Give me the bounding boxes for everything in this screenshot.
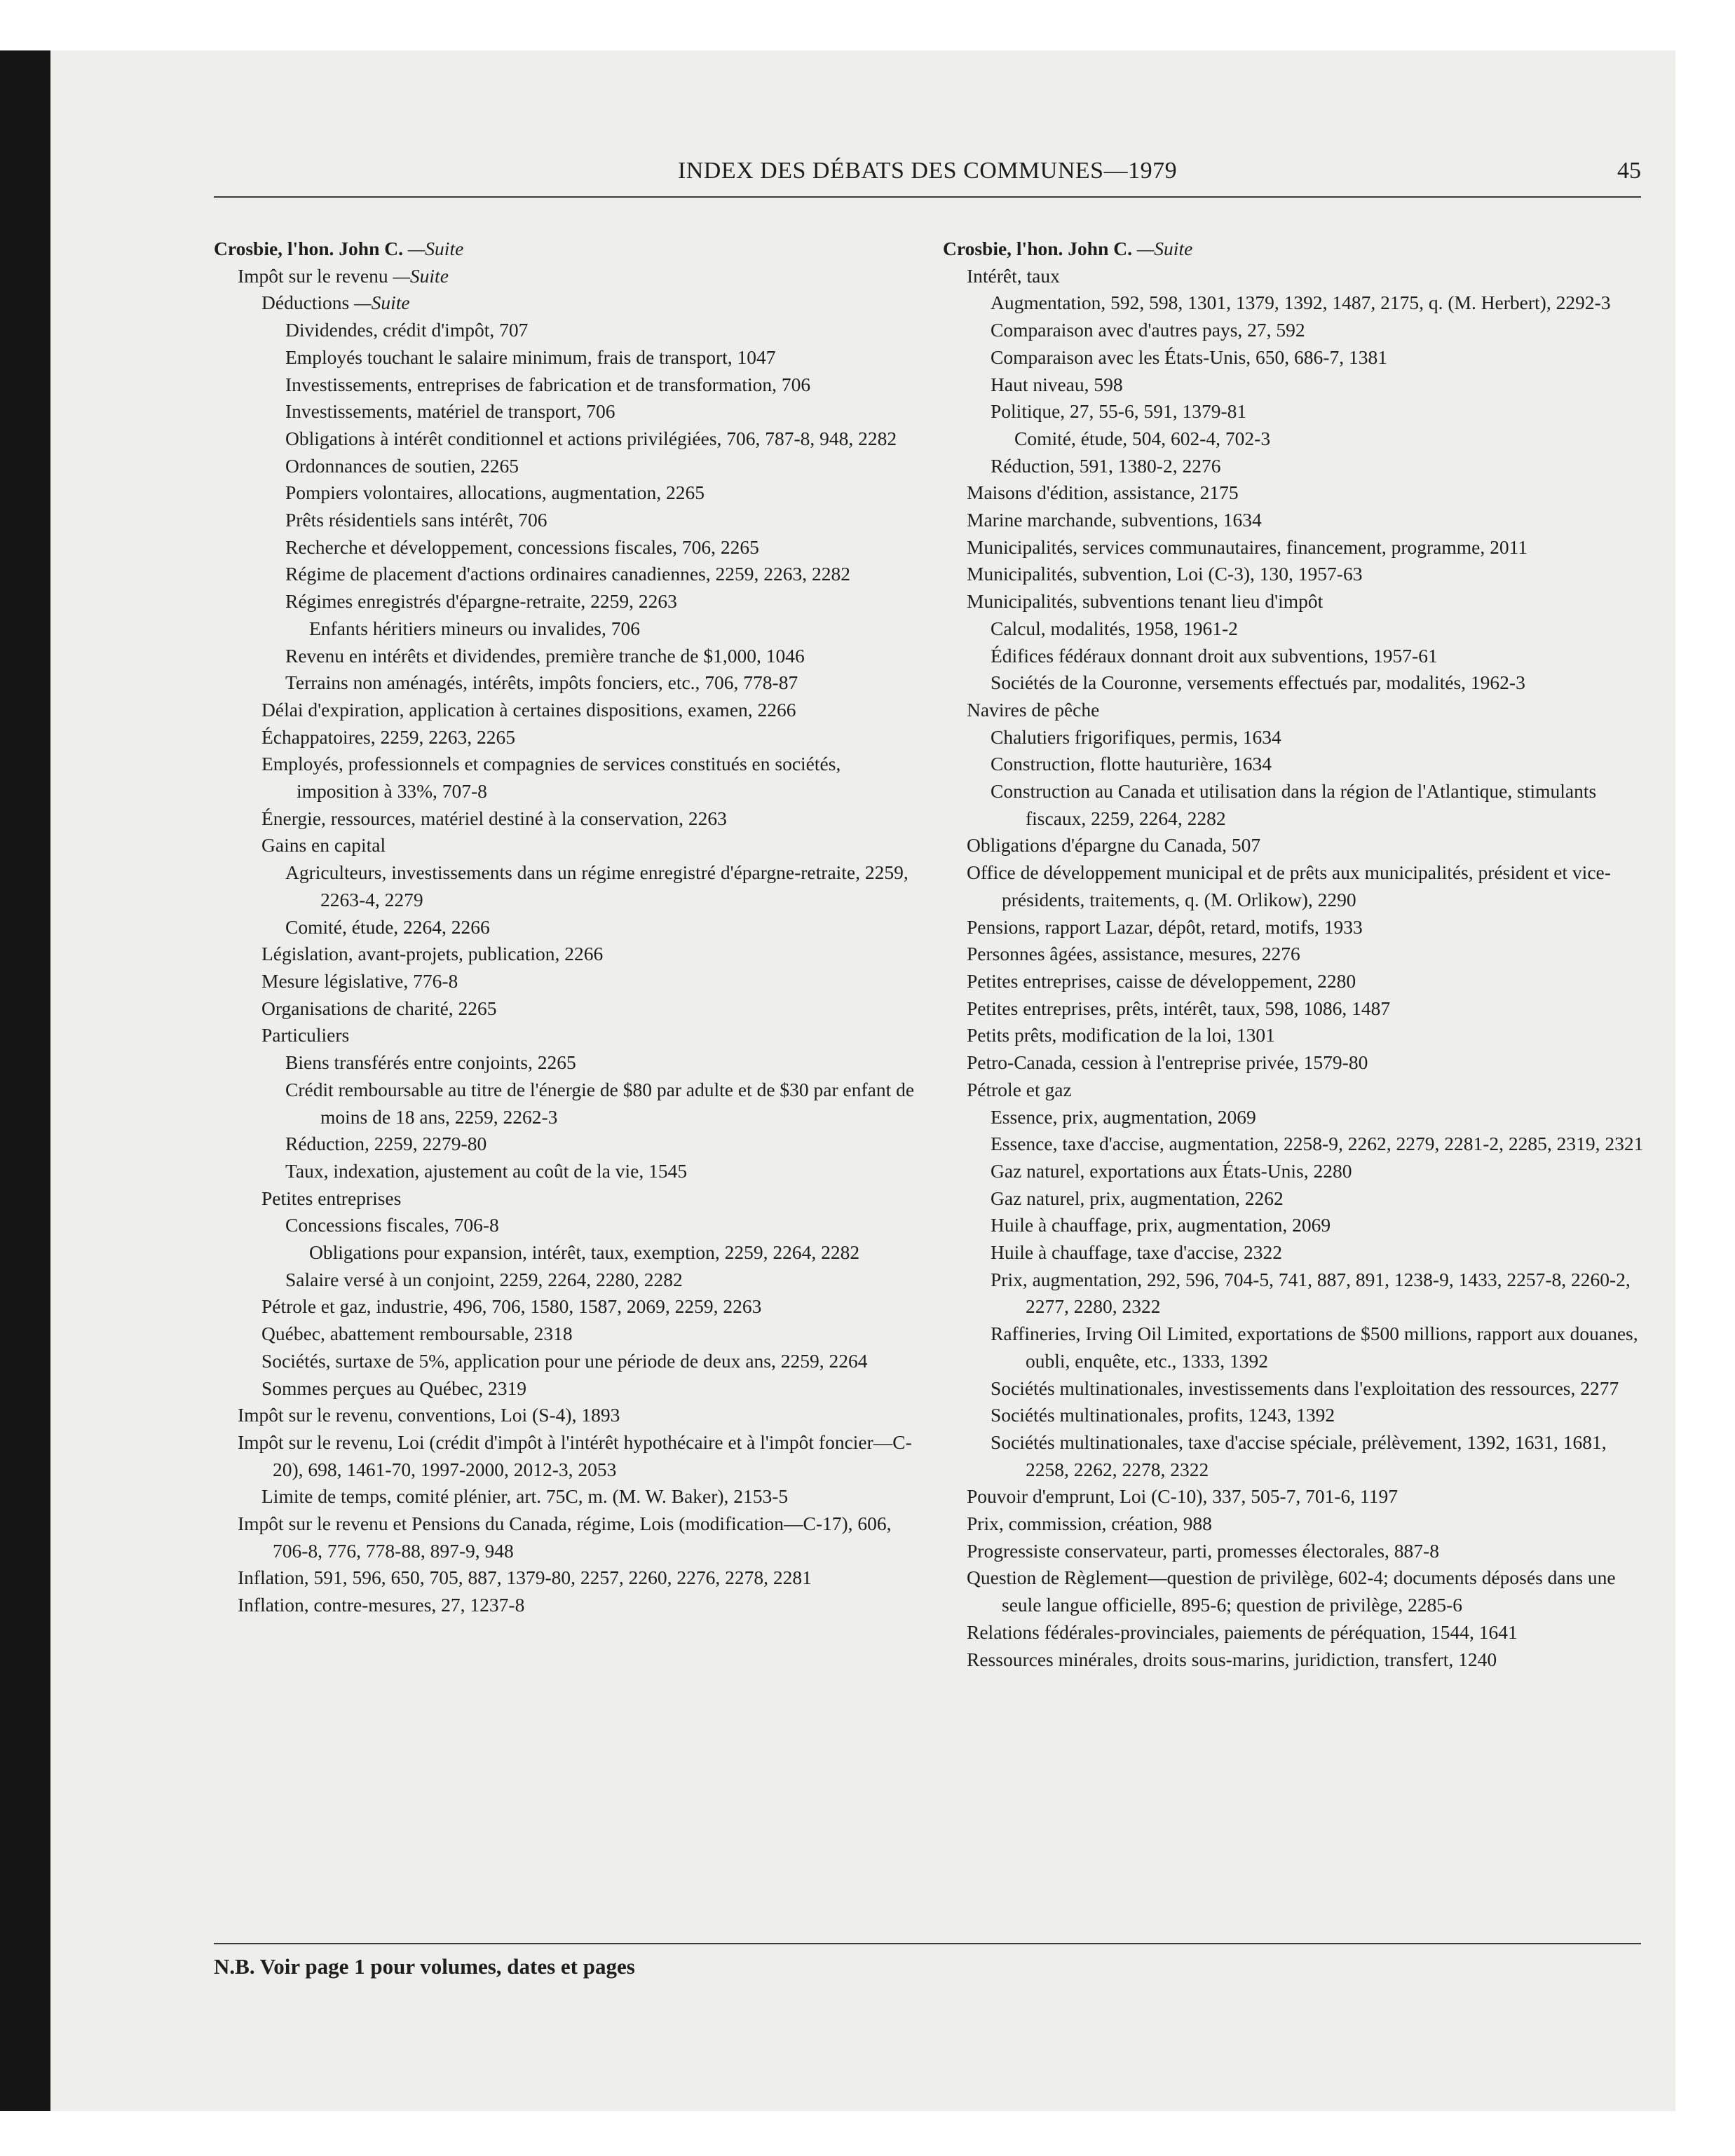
footer-rule [214,1943,1641,1944]
index-entry [214,1429,922,1483]
index-entry [214,1077,922,1131]
index-entry [214,724,922,751]
entry-text: Limite de temps, comité plénier, art. 75C, m. (M. W. Baker), 2153-5 [261,1485,789,1508]
index-entry [214,1239,922,1267]
entry-text: Particuliers [261,1024,350,1046]
index-entry [943,1185,1651,1213]
entry-text: Raffineries, Irving Oil Limited, exportations de $500 millions, rapport aux douanes, oubli, enquête, etc., 1333, 1392 [991,1323,1638,1372]
entry-text: Sommes perçues au Québec, 2319 [261,1377,527,1399]
index-entry [943,507,1651,534]
index-entry [943,615,1651,643]
entry-text: Progressiste conservateur, parti, promesses électorales, 887-8 [967,1539,1439,1562]
entry-text: Sociétés multinationales, investissements dans l'exploitation des ressources, 2277 [991,1377,1619,1399]
index-entry [943,1104,1651,1131]
entry-text: Organisations de charité, 2265 [261,997,497,1019]
entry-text: Comité, étude, 504, 602-4, 702-3 [1014,427,1271,449]
index-entry [943,561,1651,588]
entry-text: Sociétés, surtaxe de 5%, application pour une période de deux ans, 2259, 2264 [261,1349,868,1372]
entry-text: Délai d'expiration, application à certaines dispositions, examen, 2266 [261,698,796,721]
entry-text: Sociétés de la Couronne, versements effectués par, modalités, 1962-3 [991,671,1525,694]
index-entry [943,371,1651,399]
index-entry [214,534,922,561]
index-entry [214,1212,922,1239]
index-entry [943,479,1651,507]
index-entry [943,344,1651,371]
entry-text: Réduction, 591, 1380-2, 2276 [991,454,1221,477]
index-entry [214,1402,922,1429]
index-entry [214,643,922,670]
index-entry [214,697,922,724]
index-entry [214,561,922,588]
index-column-right [943,236,1651,1673]
entry-text: Construction, flotte hauturière, 1634 [991,753,1272,775]
index-entry [943,534,1651,561]
entry-text: Comparaison avec d'autres pays, 27, 592 [991,319,1305,341]
entry-text: Investissements, matériel de transport, 706 [285,400,615,423]
entry-text: Énergie, ressources, matériel destiné à la conservation, 2263 [261,807,727,829]
entry-text: Prêts résidentiels sans intérêt, 706 [285,509,547,531]
index-entry [943,859,1651,913]
index-entry [943,453,1651,480]
index-entry [943,1267,1651,1321]
footnote: N.B. Voir page 1 pour volumes, dates et pages [214,1954,635,1979]
index-entry [943,1375,1651,1403]
index-entry [943,1483,1651,1510]
entry-text: Biens transférés entre conjoints, 2265 [285,1051,576,1074]
index-entry [943,588,1651,615]
entry-text: Impôt sur le revenu, Loi (crédit d'impôt à l'intérêt hypothécaire et à l'impôt foncier—C-20), 698, 1461-70, 1997-2000, 2012-3, 2053 [238,1431,912,1480]
index-entry [214,914,922,941]
entry-text: Calcul, modalités, 1958, 1961-2 [991,617,1238,639]
entry-text: Chalutiers frigorifiques, permis, 1634 [991,725,1281,748]
index-entry [214,669,922,697]
entry-text: Déductions [261,292,355,314]
entry-text: Revenu en intérêts et dividendes, première tranche de $1,000, 1046 [285,644,805,667]
entry-text: Ordonnances de soutien, 2265 [285,454,519,477]
page-number: 45 [1617,158,1641,184]
index-entry [943,1429,1651,1483]
index-entry [214,317,922,344]
entry-text: Échappatoires, 2259, 2263, 2265 [261,725,516,748]
entry-text: Crosbie, l'hon. John C. [943,238,1137,259]
index-entry [943,1049,1651,1077]
entry-text: Obligations à intérêt conditionnel et actions privilégiées, 706, 787-8, 948, 2282 [285,427,897,449]
index-entry [214,805,922,833]
index-entry [214,507,922,534]
index-entry [943,1077,1651,1104]
entry-text: Pétrole et gaz [967,1078,1072,1100]
entry-text: Crosbie, l'hon. John C. [214,238,408,259]
index-entry [943,1158,1651,1185]
entry-text: Salaire versé à un conjoint, 2259, 2264, 2280, 2282 [285,1268,683,1290]
index-entry [214,1158,922,1185]
entry-text: Régime de placement d'actions ordinaires canadiennes, 2259, 2263, 2282 [285,563,851,585]
entry-text: Impôt sur le revenu, conventions, Loi (S-4), 1893 [238,1404,620,1426]
index-entry [943,778,1651,832]
index-entry [943,1212,1651,1239]
entry-text: Municipalités, subvention, Loi (C-3), 130, 1957-63 [967,563,1363,585]
entry-text: Régimes enregistrés d'épargne-retraite, 2259, 2263 [285,590,677,613]
entry-text: Taux, indexation, ajustement au coût de la vie, 1545 [285,1159,688,1182]
index-entry [214,1348,922,1375]
entry-text: Municipalités, subventions tenant lieu d'impôt [967,590,1324,613]
index-heading [214,236,922,263]
entry-text: Mesure législative, 776-8 [261,969,458,992]
entry-text: Prix, augmentation, 292, 596, 704-5, 741, 887, 891, 1238-9, 1433, 2257-8, 2260-2, 2277, 2280, 2322 [991,1268,1631,1318]
entry-text: Augmentation, 592, 598, 1301, 1379, 1392, 1487, 2175, q. (M. Herbert), 2292-3 [991,292,1611,314]
entry-text: Essence, taxe d'accise, augmentation, 2258-9, 2262, 2279, 2281-2, 2285, 2319, 2321 [991,1133,1644,1155]
index-entry [214,1510,922,1564]
entry-text: Construction au Canada et utilisation dans la région de l'Atlantique, stimulants fiscaux, 2259, 2264, 2282 [991,780,1597,829]
entry-text: Prix, commission, création, 988 [967,1513,1212,1535]
entry-text: Office de développement municipal et de prêts aux municipalités, président et vice-présidents, traitements, q. (M. Orlikow), 2290 [967,861,1611,910]
entry-text: Concessions fiscales, 706-8 [285,1214,499,1236]
entry-text: Comparaison avec les États-Unis, 650, 686-7, 1381 [991,346,1387,368]
entry-text: Inflation, 591, 596, 650, 705, 887, 1379-80, 2257, 2260, 2276, 2278, 2281 [238,1567,812,1589]
index-entry [214,1564,922,1592]
entry-text: Haut niveau, 598 [991,373,1123,395]
index-entry [943,263,1651,290]
entry-text: Pensions, rapport Lazar, dépôt, retard, motifs, 1933 [967,915,1363,938]
entry-text: Enfants héritiers mineurs ou invalides, 706 [309,617,640,639]
entry-text: Municipalités, services communautaires, financement, programme, 2011 [967,535,1528,558]
entry-text: Réduction, 2259, 2279-80 [285,1133,487,1155]
entry-text: Petits prêts, modification de la loi, 1301 [967,1024,1275,1046]
index-entry [214,1131,922,1158]
index-entry [943,317,1651,344]
index-entry [214,588,922,615]
entry-text: Marine marchande, subventions, 1634 [967,509,1262,531]
continuation-marker: —Suite [407,238,464,259]
index-entry [214,1049,922,1077]
entry-text: Comité, étude, 2264, 2266 [285,915,490,938]
index-entry [943,1646,1651,1674]
index-entry [943,669,1651,697]
index-entry [214,1483,922,1510]
index-entry [214,1267,922,1294]
entry-text: Petites entreprises, prêts, intérêt, taux, 598, 1086, 1487 [967,997,1391,1019]
index-entry [943,832,1651,859]
index-entry [214,425,922,453]
index-column-left [214,236,922,1619]
index-entry [943,1131,1651,1158]
entry-text: Maisons d'édition, assistance, 2175 [967,482,1239,504]
entry-text: Sociétés multinationales, taxe d'accise spéciale, prélèvement, 1392, 1631, 1681, 2258, 2262, 2278, 2322 [991,1431,1607,1480]
index-entry [943,968,1651,995]
continuation-marker: —Suite [393,264,449,287]
entry-text: Impôt sur le revenu [238,264,393,287]
entry-text: Recherche et développement, concessions fiscales, 706, 2265 [285,535,759,558]
index-entry [214,1022,922,1049]
entry-text: Impôt sur le revenu et Pensions du Canada, régime, Lois (modification—C-17), 606, 706-8, 776, 778-88, 897-9, 948 [238,1513,892,1562]
index-entry [943,914,1651,941]
index-entry [214,968,922,995]
index-entry [214,344,922,371]
index-entry [943,1510,1651,1538]
index-entry [214,1592,922,1619]
index-entry [943,941,1651,968]
entry-text: Petro-Canada, cession à l'entreprise privée, 1579-80 [967,1051,1368,1074]
entry-text: Question de Règlement—question de privilège, 602-4; documents déposés dans une seule langue officielle, 895-6; question de privilège, 2285-6 [967,1567,1616,1616]
index-entry [214,941,922,968]
continuation-marker: —Suite [1136,238,1193,259]
index-entry [943,398,1651,425]
entry-text: Pouvoir d'emprunt, Loi (C-10), 337, 505-7, 701-6, 1197 [967,1485,1398,1508]
entry-text: Employés touchant le salaire minimum, frais de transport, 1047 [285,346,776,368]
index-entry [214,832,922,859]
entry-text: Gaz naturel, exportations aux États-Unis, 2280 [991,1159,1352,1182]
index-entry [214,751,922,805]
entry-text: Huile à chauffage, prix, augmentation, 2069 [991,1214,1331,1236]
entry-text: Obligations pour expansion, intérêt, taux, exemption, 2259, 2264, 2282 [309,1241,860,1264]
entry-text: Obligations d'épargne du Canada, 507 [967,834,1261,857]
index-entry [943,1321,1651,1374]
index-heading [943,236,1651,263]
index-entry [943,425,1651,453]
index-entry [214,479,922,507]
entry-text: Sociétés multinationales, profits, 1243, 1392 [991,1404,1335,1426]
entry-text: Gains en capital [261,834,386,857]
index-entry [214,995,922,1023]
index-entry [943,643,1651,670]
entry-text: Intérêt, taux [967,264,1060,287]
index-entry [214,1293,922,1321]
index-entry [943,1564,1651,1618]
entry-text: Politique, 27, 55-6, 591, 1379-81 [991,400,1247,423]
index-entry [214,615,922,643]
index-entry [214,1321,922,1348]
index-entry [943,995,1651,1023]
index-entry [214,859,922,913]
entry-text: Législation, avant-projets, publication, 2266 [261,943,604,965]
index-entry [214,398,922,425]
index-entry [214,371,922,399]
index-entry [943,289,1651,317]
page-header [214,158,1641,200]
index-entry [943,1538,1651,1565]
entry-text: Ressources minérales, droits sous-marins, juridiction, transfert, 1240 [967,1648,1497,1670]
entry-text: Personnes âgées, assistance, mesures, 2276 [967,943,1300,965]
entry-text: Agriculteurs, investissements dans un régime enregistré d'épargne-retraite, 2259, 2263-4, 2279 [285,861,909,910]
index-entry [214,263,922,290]
running-title: INDEX DES DÉBATS DES COMMUNES—1979 [677,158,1178,184]
entry-text: Employés, professionnels et compagnies de services constitués en sociétés, imposition à 33%, 707-8 [261,753,841,803]
index-entry [214,289,922,317]
continuation-marker: —Suite [354,292,410,314]
index-entry [943,751,1651,778]
entry-text: Relations fédérales-provinciales, paiements de péréquation, 1544, 1641 [967,1621,1518,1643]
entry-text: Huile à chauffage, taxe d'accise, 2322 [991,1241,1282,1264]
entry-text: Navires de pêche [967,698,1100,721]
entry-text: Inflation, contre-mesures, 27, 1237-8 [238,1594,525,1616]
index-entry [214,1375,922,1403]
index-entry [214,1185,922,1213]
entry-text: Investissements, entreprises de fabrication et de transformation, 706 [285,373,811,395]
entry-text: Crédit remboursable au titre de l'énergie de $80 par adulte et de $30 par enfant de moins de 18 ans, 2259, 2262-3 [285,1078,915,1128]
index-entry [943,1022,1651,1049]
index-entry [214,453,922,480]
entry-text: Terrains non aménagés, intérêts, impôts fonciers, etc., 706, 778-87 [285,671,798,694]
entry-text: Petites entreprises, caisse de développement, 2280 [967,969,1356,992]
index-entry [943,697,1651,724]
entry-text: Édifices fédéraux donnant droit aux subventions, 1957-61 [991,644,1438,667]
entry-text: Pétrole et gaz, industrie, 496, 706, 1580, 1587, 2069, 2259, 2263 [261,1295,762,1318]
entry-text: Gaz naturel, prix, augmentation, 2262 [991,1187,1284,1209]
entry-text: Petites entreprises [261,1187,402,1209]
header-rule [214,196,1641,198]
entry-text: Dividendes, crédit d'impôt, 707 [285,319,529,341]
index-entry [943,1402,1651,1429]
scan-edge [0,50,50,2111]
index-entry [943,1239,1651,1267]
entry-text: Pompiers volontaires, allocations, augmentation, 2265 [285,482,705,504]
index-entry [943,1619,1651,1646]
entry-text: Québec, abattement remboursable, 2318 [261,1323,573,1345]
index-entry [943,724,1651,751]
entry-text: Essence, prix, augmentation, 2069 [991,1105,1256,1128]
